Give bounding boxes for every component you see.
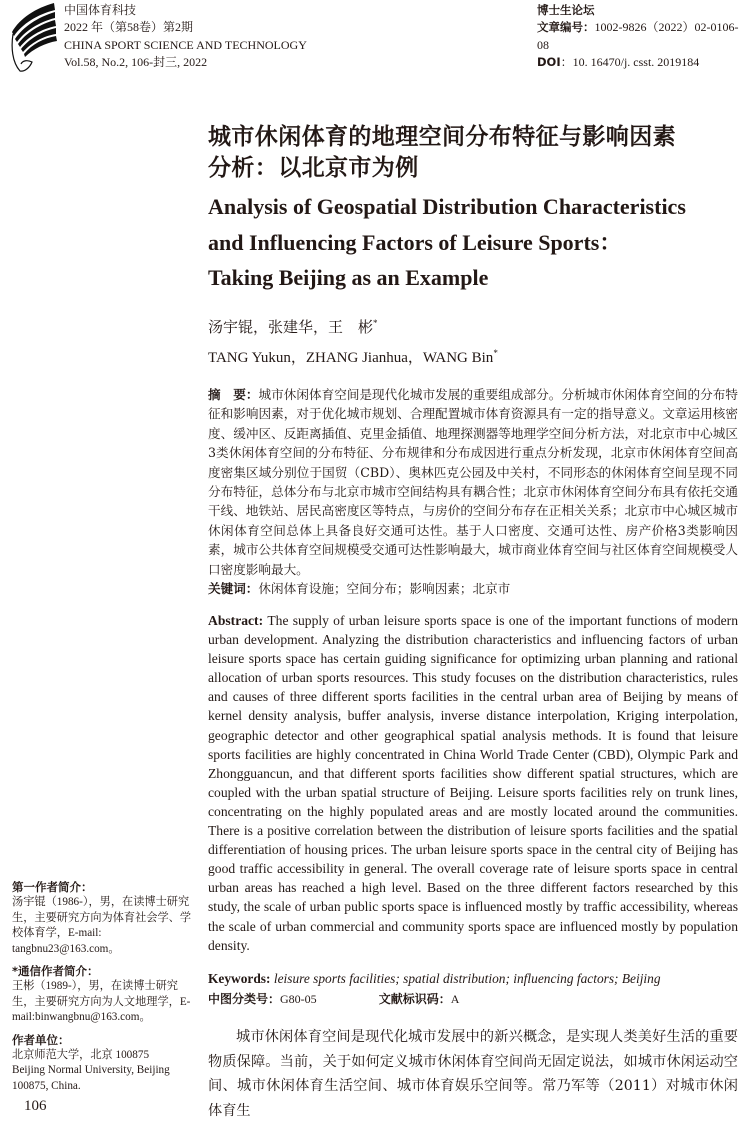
keywords-cn: 休闲体育设施；空间分布；影响因素；北京市 xyxy=(258,581,511,597)
body-paragraph: 城市休闲体育空间是现代化城市发展中的新兴概念，是实现人类美好生活的重要物质保障。当前，关于如何定义城市休闲体育空间尚无固定说法，如城市休闲运动空间、城市休闲体育生活空间、城市体育娱乐空间等。常乃军等（2011）对城市休闲体育生 xyxy=(208,1029,738,1119)
title-en-line1: Analysis of Geospatial Distribution Characteristics xyxy=(208,194,686,219)
keywords-cn-label: 关键词： xyxy=(208,581,259,597)
corresponding-mark: * xyxy=(493,348,498,358)
issue-cn: 2022 年（第58卷）第2期 xyxy=(64,20,194,35)
journal-logo-icon xyxy=(8,2,58,72)
clc-label: 中图分类号： xyxy=(208,992,281,1006)
abstract-en-label: Abstract: xyxy=(208,613,268,628)
authors-cn xyxy=(208,313,378,338)
corresponding-mark: * xyxy=(373,318,378,328)
journal-name-cn: 中国体育科技 xyxy=(64,3,137,17)
affiliation-en: Beijing Normal University, Beijing 100875, China. xyxy=(12,1064,170,1092)
title-cn-line2: 分析：以北京市为例 xyxy=(208,154,419,181)
first-author-info: 汤宇锟（1986-），男，在读博士研究生，主要研究方向为体育社会学、学校体育学，E-mail: tangbnu23@163.com。 xyxy=(12,896,192,955)
title-en-line2: and Influencing Factors of Leisure Sports： xyxy=(208,229,622,255)
authors-en-names: TANG Yukun，ZHANG Jianhua，WANG Bin xyxy=(208,350,494,366)
affiliation-cn: 北京师范大学，北京 100875 xyxy=(12,1049,150,1062)
doi-label: DOI xyxy=(537,54,561,69)
journal-header xyxy=(64,2,307,71)
doc-code-label: 文献标识码： xyxy=(378,992,451,1006)
keywords-en-label: Keywords: xyxy=(208,971,274,986)
keywords-en: leisure sports facilities; spatial distribution; influencing factors; Beijing xyxy=(273,971,661,986)
volume-en: Vol.58, No.2, 106-封三, 2022 xyxy=(64,54,208,69)
doi: ：10. 16470/j. csst. 2019184 xyxy=(560,54,700,69)
abstract-cn-label: 摘 要： xyxy=(208,387,259,402)
author-notes xyxy=(12,880,192,1101)
journal-name-en: CHINA SPORT SCIENCE AND TECHNOLOGY xyxy=(64,37,307,52)
corresponding-author-label: *通信作者简介： xyxy=(12,964,99,979)
authors-en xyxy=(208,343,498,368)
affiliation-label: 作者单位： xyxy=(12,1032,70,1047)
article-meta xyxy=(537,2,750,71)
abstract-cn xyxy=(208,385,738,598)
authors-cn-names: 汤宇锟，张建华，王 彬 xyxy=(208,320,374,336)
abstract-en-text: The supply of urban leisure sports space is one of the important functions of modern urban development. Analyzing the distribution characteristics and influencing factors of urban leisure sports space has certain guiding significance for optimizing urban planning and rational allocation of urban sports resources. This study focuses on the distribution characteristics, rules and causes of three different sports facilities in the central urban area of Beijing by means of kernel density analysis, buffer analysis, inverse distance interpolation, Kriging interpolation, geographic detector and other geographical spatial analysis methods. It is found that leisure sports facilities are highly concentrated in China World Trade Center (CBD), Olympic Park and Zhongguancun, and that different sports facilities show different spatial structures, which are coupled with the urban spatial structure of Beijing. Leisure sports facilities rely on trunk lines, concentrating on the highly populated areas and are mostly located around the communities. There is a positive correlation between the distribution of leisure sports facilities and the spatial differentiation of housing prices. The urban leisure sports space in the central city of Beijing has good traffic accessibility in general. The overall coverage rate of leisure sports space in central urban areas has reached a high level. Based on the three different factors researched by this study, the scale of urban public sports space is influenced mostly by traffic accessibility, whereas the scale of urban commercial and community sports space are influenced mostly by population density. xyxy=(208,613,738,953)
article-no: 1002-9826（2022）02-0106-08 xyxy=(537,20,739,52)
corresponding-author-info: 王彬（1989-），男，在读博士研究生，主要研究方向为人文地理学，E-mail:binwangbnu@163.com。 xyxy=(12,980,191,1024)
title-cn xyxy=(208,121,676,183)
title-cn-line1: 城市休闲体育的地理空间分布特征与影响因素 xyxy=(208,123,676,150)
column-name: 博士生论坛 xyxy=(537,3,595,17)
abstract-en xyxy=(208,611,738,955)
clc-code: G80-05 xyxy=(280,992,317,1006)
abstract-cn-text: 城市休闲体育空间是现代化城市发展的重要组成部分。分析城市休闲体育空间的分布特征和影响因素，对于优化城市规划、合理配置城市体育资源具有一定的指导意义。文章运用核密度、缓冲区、反距离插值、克里金插值、地理探测器等地理学空间分析方法，对北京市中心城区3类休闲体育空间的分布特征、分布规律和分布成因进行重点分析发现，北京市休闲体育空间高度密集区域分别位于国贸（CBD）、奥林匹克公园及中关村，不同形态的休闲体育空间呈现不同分布特征，总体分布与北京市城市空间结构具有耦合性；北京市休闲体育空间分布具有依托交通干线、地铁站、居民高密度区等特点，与房价的空间分布存在正相关关系；北京市中心城区城市休闲体育空间总体上具备良好交通可达性。基于人口密度、交通可达性、房产价格3类影响因素，城市公共体育空间规模受交通可达性影响最大，城市商业体育空间与社区体育空间规模受人口密度影响最大。 xyxy=(208,387,739,577)
page-number: 106 xyxy=(24,1098,47,1114)
title-en-line3: Taking Beijing as an Example xyxy=(208,265,489,290)
first-author-label: 第一作者简介： xyxy=(12,880,93,894)
classification xyxy=(208,990,459,1008)
doc-code: A xyxy=(450,992,460,1006)
article-no-label: 文章编号： xyxy=(537,20,595,35)
keywords-en-row xyxy=(208,969,738,988)
title-en xyxy=(208,189,686,296)
